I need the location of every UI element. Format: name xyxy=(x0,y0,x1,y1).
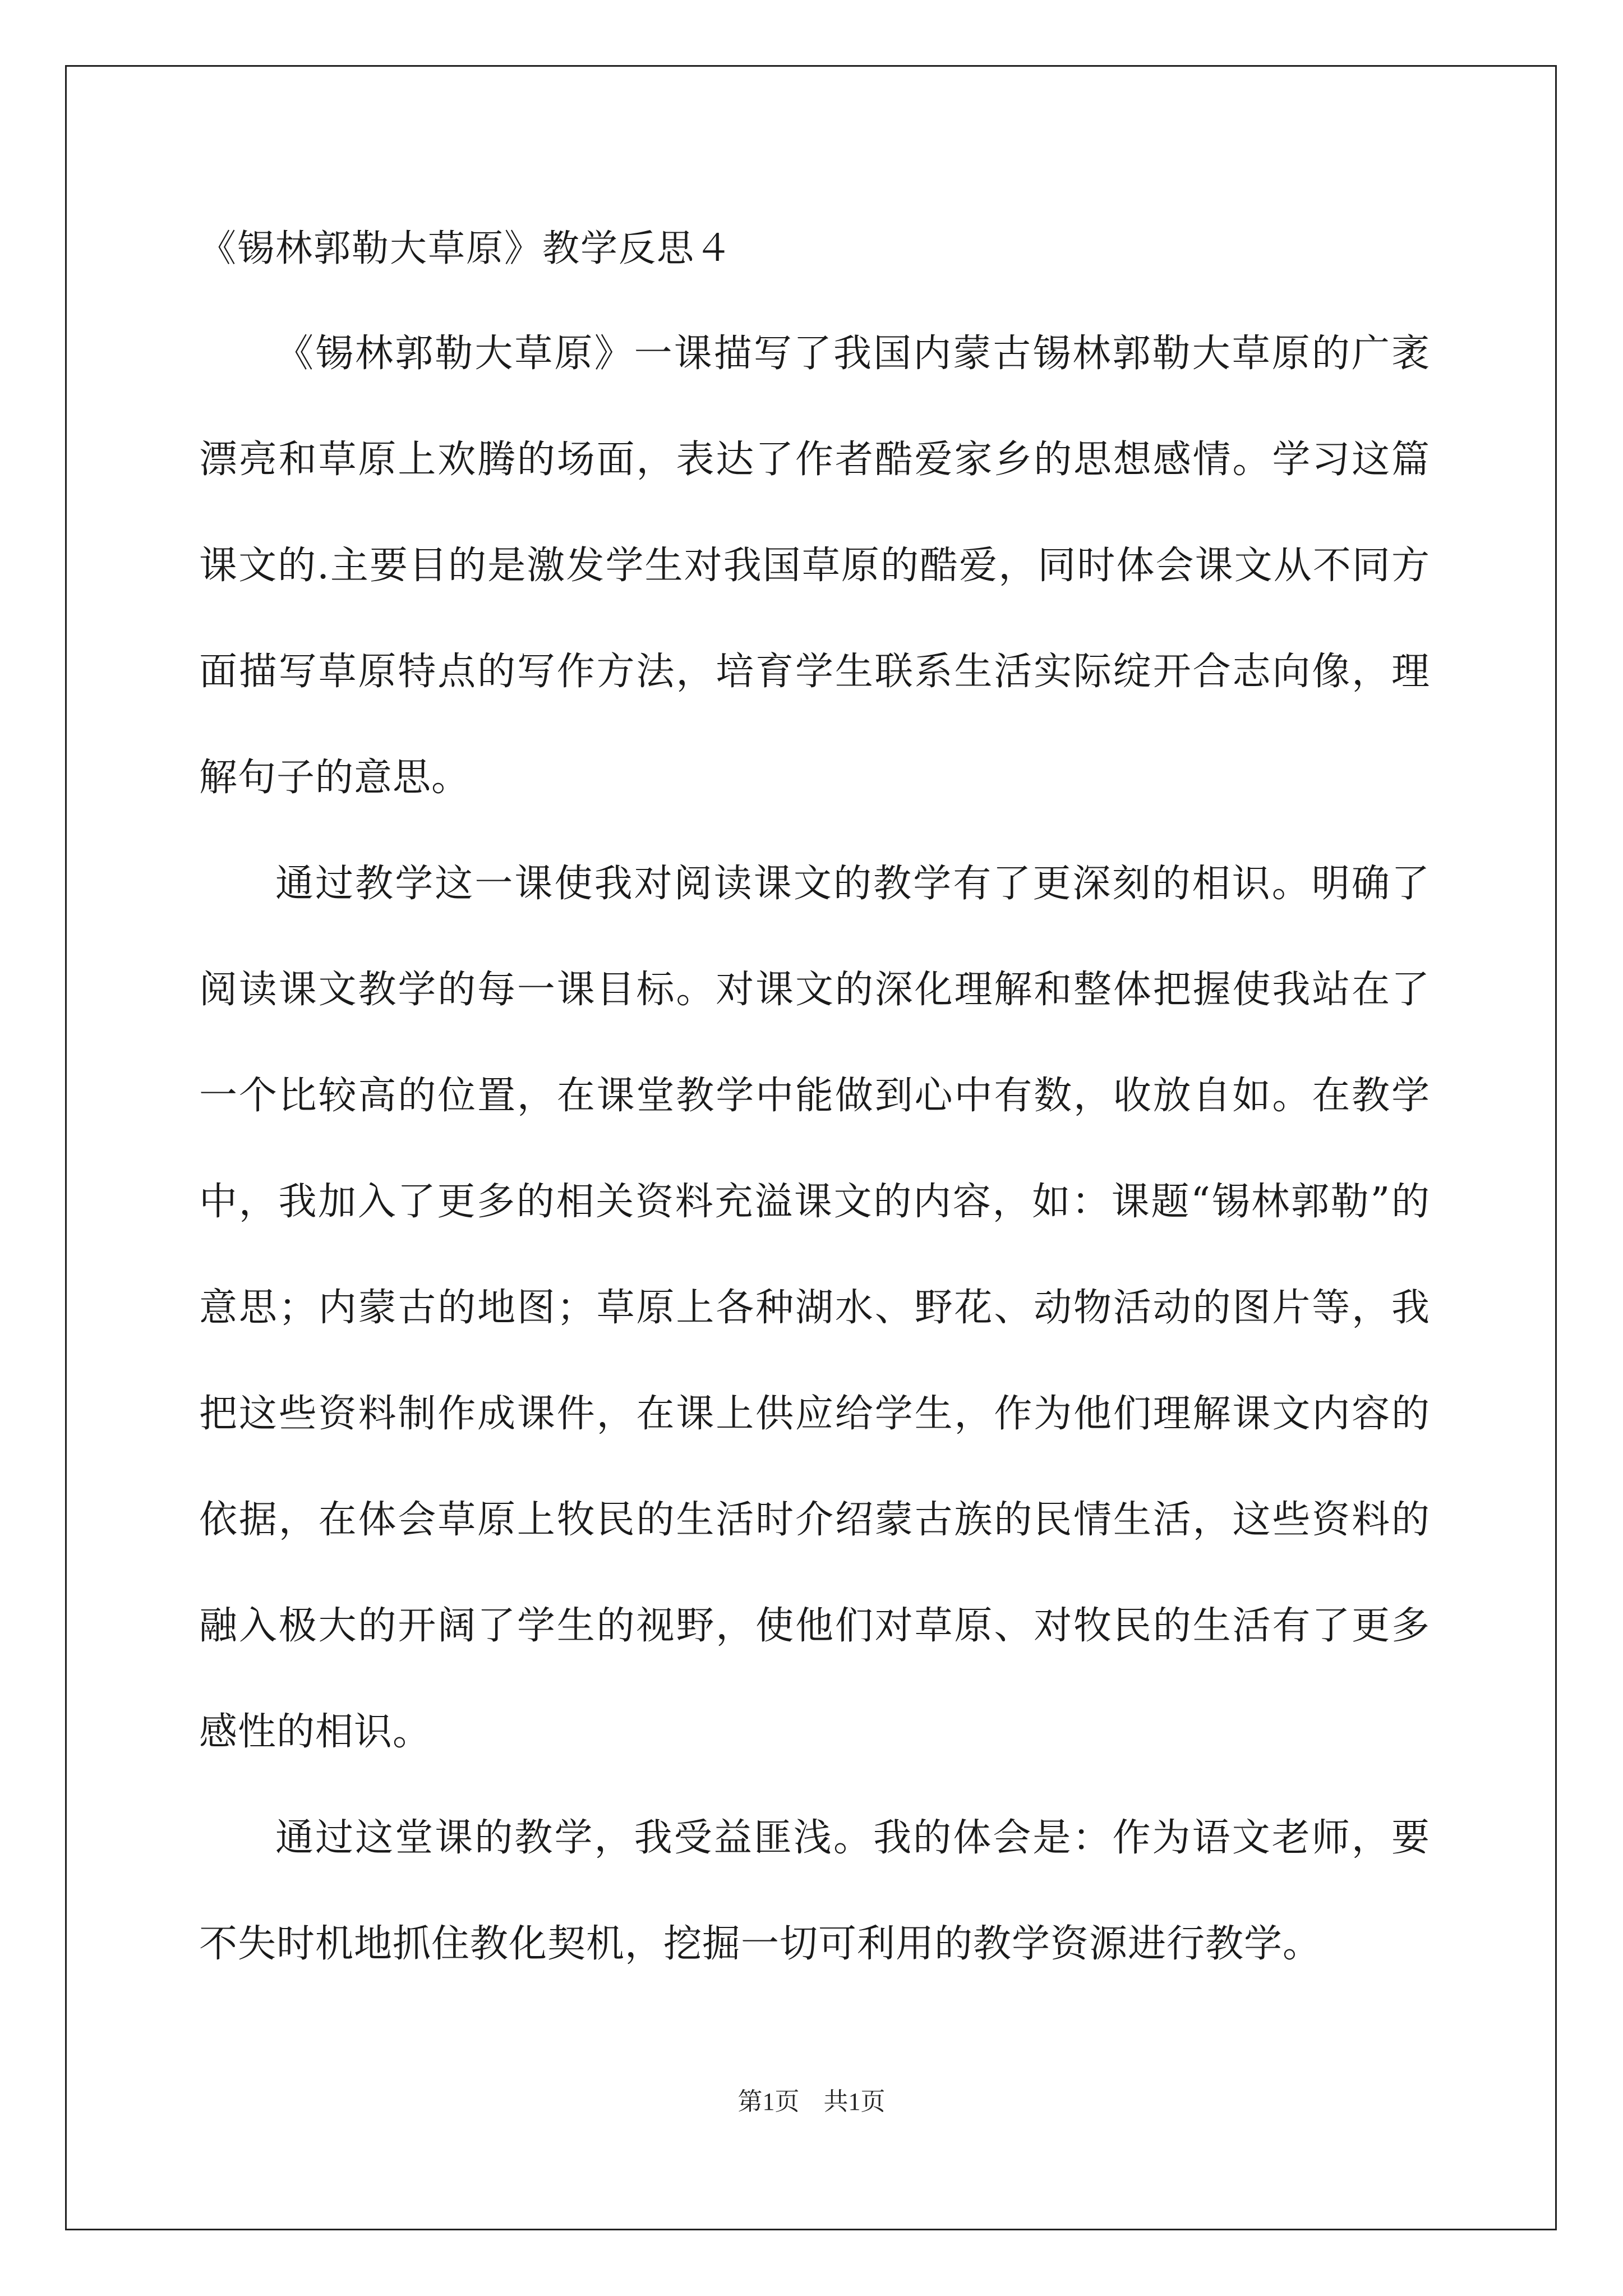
paragraph-3: 通过这堂课的教学，我受益匪浅。我的体会是：作为语文老师，要不失时机地抓住教化契机，挖掘一切可利用的教学资源进行教学。 xyxy=(199,1816,1430,1966)
paragraph-2: 通过教学这一课使我对阅读课文的教学有了更深刻的相识。明确了阅读课文教学的每一课目标。对课文的深化理解和整体把握使我站在了一个比较高的位置，在课堂教学中能做到心中有数，收放自如。在教学中，我加入了更多的相关资料充溢课文的内容，如：课题“锡林郭勒”的意思；内蒙古的地图；草原上各种湖水、野花、动物活动的图片等，我把这些资料制作成课件，在课上供应给学生，作为他们理解课文内容的依据，在体会草原上牧民的生活时介绍蒙古族的民情生活，这些资料的融入极大的开阔了学生的视野，使他们对草原、对牧民的生活有了更多感性的相识。 xyxy=(199,862,1430,1754)
page-footer xyxy=(0,2081,1623,2117)
paragraph-1: 《锡林郭勒大草原》一课描写了我国内蒙古锡林郭勒大草原的广袤漂亮和草原上欢腾的场面，表达了作者酷爱家乡的思想感情。学习这篇课文的.主要目的是激发学生对我国草原的酷爱，同时体会课文从不同方面描写草原特点的写作方法，培育学生联系生活实际绽开合志向像，理解句子的意思。 xyxy=(199,332,1430,800)
page-total: 共1页 xyxy=(823,2088,886,2115)
document-title: 《锡林郭勒大草原》教学反思４ xyxy=(199,227,733,270)
page-number: 第1页 xyxy=(737,2088,800,2115)
document-body xyxy=(199,213,1430,1997)
